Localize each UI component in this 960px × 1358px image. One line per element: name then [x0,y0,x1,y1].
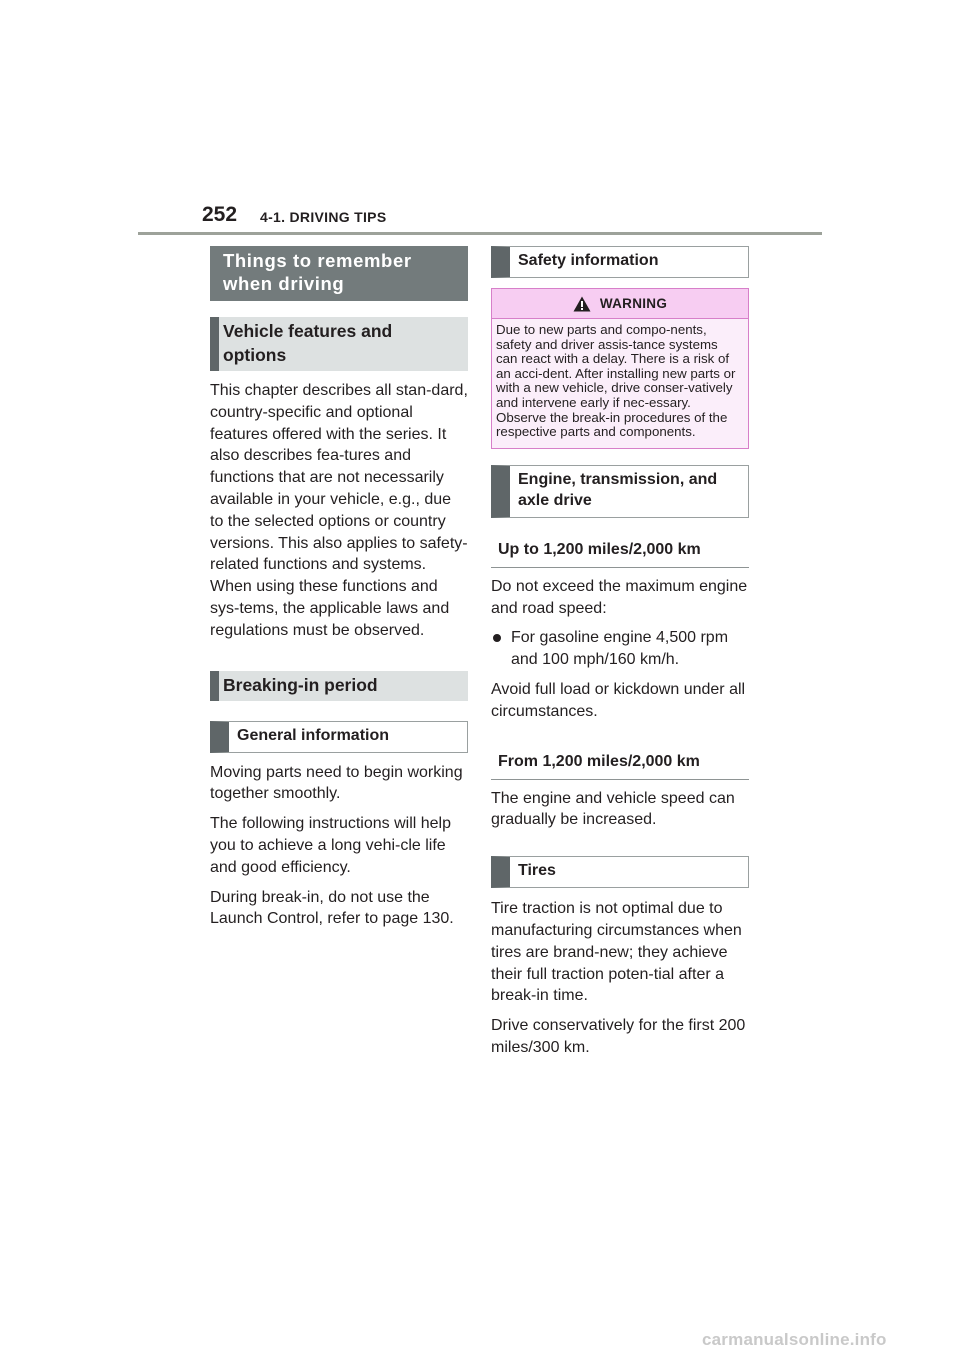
up-to-paragraph-1: Do not exceed the maximum engine and road speed: [491,577,748,617]
warning-title-bar [492,289,748,319]
warning-box [491,288,749,449]
bullet-text: For gasoline engine 4,500 rpm and 100 mph/160 km/h. [511,629,729,669]
running-head: 4-1. DRIVING TIPS [260,209,387,225]
engine-transmission-heading: Engine, transmission, and axle drive [491,465,749,518]
from-paragraph-1: The engine and vehicle speed can gradually be increased. [491,789,735,829]
tires-paragraph-2: Drive conservatively for the first 200 miles/300 km. [491,1017,746,1056]
general-paragraph-2: The following instructions will help you to achieve a long vehi-cle life and good efficiency. [210,815,451,876]
header-rule [138,232,822,235]
tires-paragraph-1: Tire traction is not optimal due to manufacturing circumstances when tires are brand-new; they achieve their full traction poten-tial after a break-in time. [491,900,742,1005]
warning-title: WARNING [599,296,668,311]
page-number: 252 [202,203,238,226]
left-column [210,246,468,938]
tires-heading: Tires [491,856,749,888]
up-to-1200-heading: Up to 1,200 miles/2,000 km [491,536,749,568]
general-paragraph-3: During break-in, do not use the Launch Control, refer to page 130. [210,888,454,928]
safety-information-heading: Safety information [491,246,749,278]
warning-triangle-icon [573,296,591,312]
subsection-vehicle-features: Vehicle features and options [210,317,468,371]
watermark: carmanualsonline.info [702,1330,887,1349]
bullet-dot-icon [493,634,501,642]
section-title: Things to remember when driving [210,246,468,301]
bullet-item [491,627,749,671]
subsection-breaking-in: Breaking-in period [210,671,468,701]
from-1200-heading: From 1,200 miles/2,000 km [491,748,749,780]
general-information-heading: General information [210,721,468,753]
warning-text: Due to new parts and compo-nents, safety and driver assis-tance systems can react with a delay. There is a risk of an acci-dent. After installing new parts or with a new vehicle, drive conser-vatively and intervene early if nec-essary. Observe the break-in procedures of the respective parts and components. [496,322,736,440]
general-paragraph-1: Moving parts need to begin working together smoothly. [210,763,463,803]
right-column [491,246,749,1067]
up-to-paragraph-2: Avoid full load or kickdown under all circumstances. [491,680,746,720]
vehicle-features-text: This chapter describes all stan-dard, country-specific and optional features offered with the series. It also describes fea-tures and functions that are not necessarily available in your vehicle, e.g., due to the selected options or country versions. This also applies to safety-related functions and systems. When using these functions and sys-tems, the applicable laws and regulations must be observed. [210,382,468,639]
